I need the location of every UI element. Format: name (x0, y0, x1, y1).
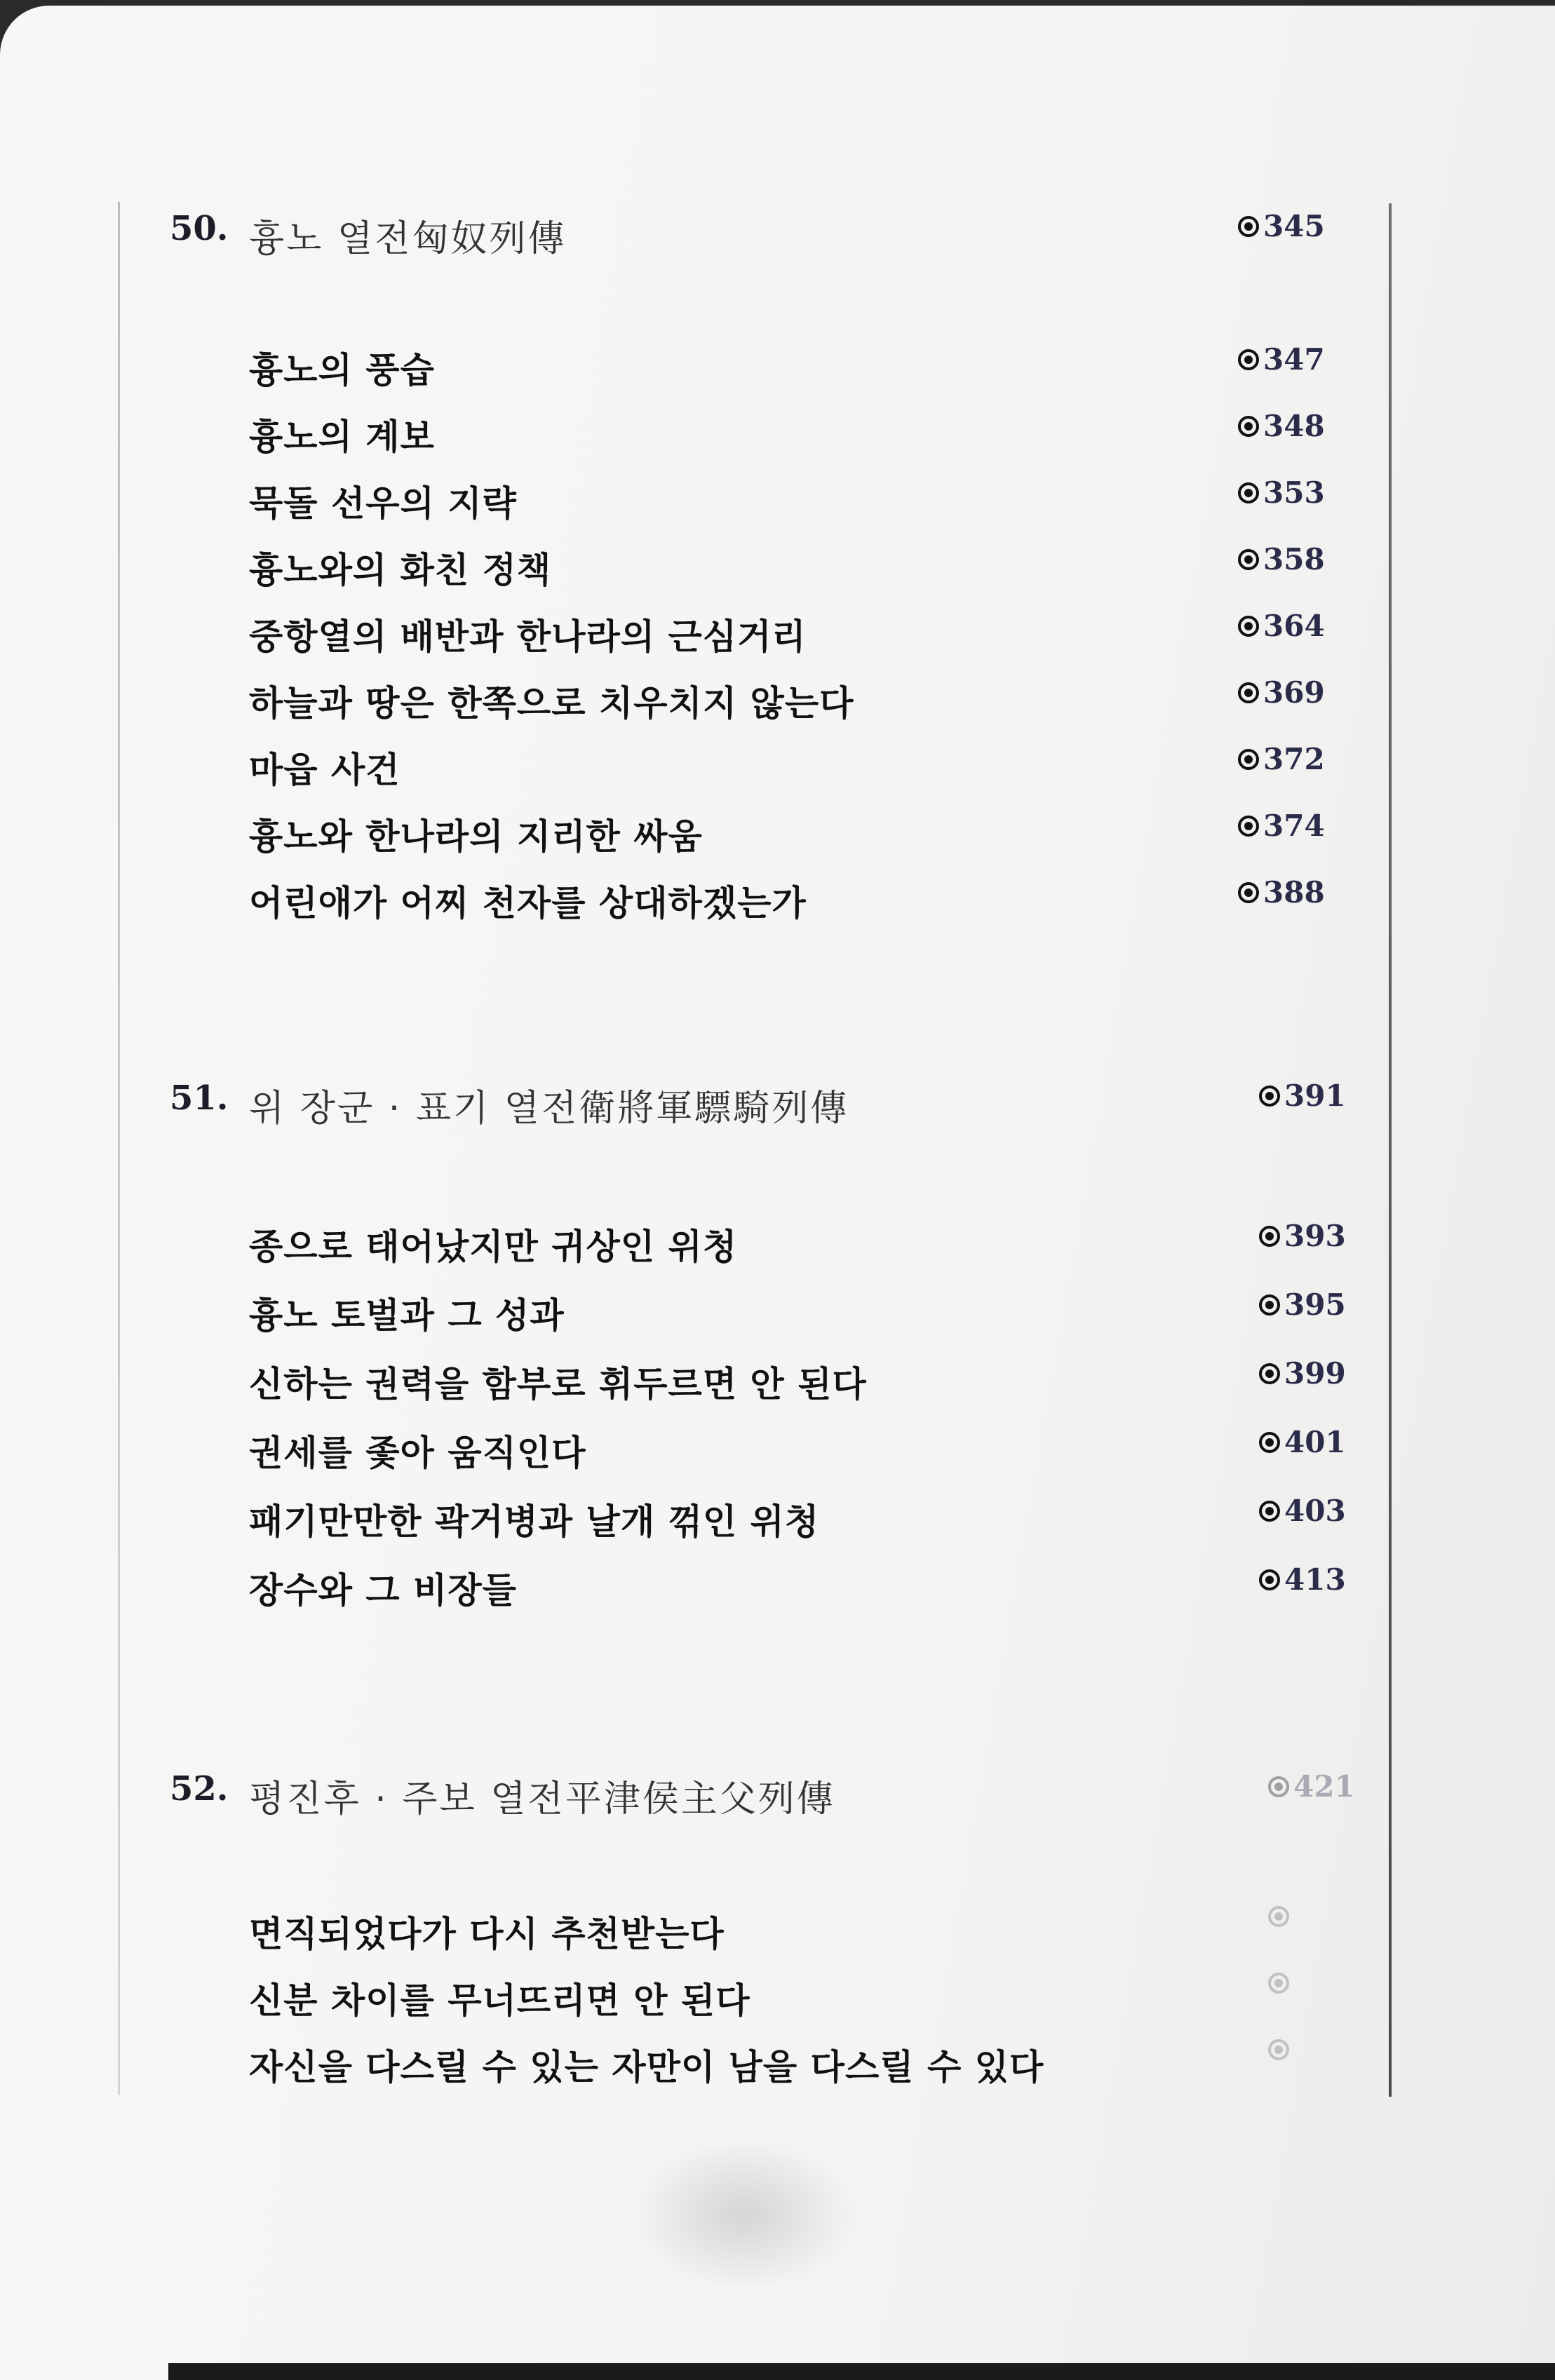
page-ref (1259, 1079, 1346, 1113)
toc-entry (0, 809, 1555, 865)
bullet-icon (1268, 2039, 1289, 2060)
print-smudge (631, 2137, 856, 2292)
page-number: 374 (1263, 809, 1325, 843)
toc-entry (0, 875, 1555, 931)
bullet-icon (1238, 882, 1259, 903)
toc-entry (0, 475, 1555, 532)
chapter-title: 위 장군 · 표기 열전衛將軍驃騎列傳 (249, 1088, 849, 1130)
page-ref (1238, 742, 1325, 776)
page-number: 388 (1263, 875, 1325, 910)
bullet-icon (1238, 616, 1259, 637)
page-number: 393 (1284, 1219, 1346, 1253)
bullet-icon (1238, 749, 1259, 770)
entry-title: 장수와 그 비장들 (249, 1570, 517, 1611)
chapter-number: 51. (170, 1079, 229, 1118)
entry-title: 면직되었다가 다시 추천받는다 (249, 1914, 725, 1954)
page-number: 395 (1284, 1287, 1346, 1322)
page-ref (1238, 475, 1325, 510)
entry-title: 흉노의 풍습 (249, 350, 435, 391)
bullet-icon (1238, 482, 1259, 503)
entry-title: 중항열의 배반과 한나라의 근심거리 (249, 616, 807, 657)
page-number: 391 (1284, 1079, 1346, 1113)
page-ref (1259, 1562, 1346, 1597)
toc-entry (0, 609, 1555, 665)
bullet-icon (1259, 1226, 1280, 1247)
toc-entry (0, 1906, 1555, 1962)
toc-entry (0, 2039, 1555, 2095)
chapter-heading (0, 1769, 1555, 1825)
bullet-icon (1259, 1086, 1280, 1107)
toc-entry (0, 1219, 1555, 1275)
chapter-heading (0, 209, 1555, 265)
page-ref (1238, 209, 1325, 243)
bullet-icon (1259, 1363, 1280, 1384)
page-number: 421 (1293, 1769, 1355, 1804)
entry-title: 흉노 토벌과 그 성과 (249, 1295, 565, 1336)
page-ref (1238, 409, 1325, 443)
page-ref (1238, 809, 1325, 843)
page-ref (1238, 875, 1325, 910)
page-number: 358 (1263, 542, 1325, 576)
page-number: 364 (1263, 609, 1325, 643)
page-number: 353 (1263, 475, 1325, 510)
bullet-icon (1268, 1776, 1289, 1797)
toc-entry (0, 542, 1555, 598)
entry-title: 어린애가 어찌 천자를 상대하겠는가 (249, 883, 807, 924)
book-page (0, 6, 1555, 2380)
toc-entry (0, 1356, 1555, 1412)
page-ref (1268, 1769, 1355, 1804)
chapter-number: 52. (170, 1769, 229, 1808)
toc-entry (0, 342, 1555, 398)
entry-title: 묵돌 선우의 지략 (249, 483, 517, 524)
toc-entry (0, 1287, 1555, 1344)
toc-entry (0, 1494, 1555, 1550)
entry-title: 패기만만한 곽거병과 날개 꺾인 위청 (249, 1501, 820, 1542)
page-ref (1259, 1287, 1346, 1322)
bullet-icon (1259, 1501, 1280, 1522)
toc-entry (0, 1973, 1555, 2029)
page-ref (1268, 1906, 1293, 1927)
toc-entry (0, 1562, 1555, 1618)
page-ref (1268, 1973, 1293, 1994)
page-ref (1238, 675, 1325, 710)
bullet-icon (1259, 1569, 1280, 1590)
chapter-heading (0, 1079, 1555, 1135)
entry-title: 흉노와 한나라의 지리한 싸움 (249, 816, 703, 857)
page-ref (1238, 342, 1325, 377)
bullet-icon (1268, 1973, 1289, 1994)
entry-title: 권세를 좇아 움직인다 (249, 1433, 586, 1473)
page-number: 399 (1284, 1356, 1346, 1391)
page-ref (1259, 1356, 1346, 1391)
page-number: 403 (1284, 1494, 1346, 1528)
toc-entry (0, 742, 1555, 798)
page-number: 347 (1263, 342, 1325, 377)
entry-title: 흉노와의 화친 정책 (249, 550, 552, 590)
entry-title: 하늘과 땅은 한쪽으로 치우치지 않는다 (249, 683, 854, 724)
bullet-icon (1259, 1432, 1280, 1453)
entry-title: 자신을 다스릴 수 있는 자만이 남을 다스릴 수 있다 (249, 2047, 1044, 2088)
page-ref (1259, 1425, 1346, 1459)
page-ref (1259, 1219, 1346, 1253)
bullet-icon (1238, 416, 1259, 437)
bullet-icon (1238, 682, 1259, 703)
entry-title: 신분 차이를 무너뜨리면 안 된다 (249, 1980, 750, 2021)
bullet-icon (1238, 549, 1259, 570)
page-edge-shadow (168, 2363, 1555, 2380)
bullet-icon (1259, 1294, 1280, 1316)
page-ref (1238, 542, 1325, 576)
page-number: 413 (1284, 1562, 1346, 1597)
entry-title: 신하는 권력을 함부로 휘두르면 안 된다 (249, 1364, 867, 1405)
bullet-icon (1238, 349, 1259, 370)
page-number: 372 (1263, 742, 1325, 776)
page-ref (1238, 609, 1325, 643)
bullet-icon (1238, 216, 1259, 237)
page-ref (1259, 1494, 1346, 1528)
chapter-number: 50. (170, 209, 229, 248)
bullet-icon (1268, 1906, 1289, 1927)
page-number: 348 (1263, 409, 1325, 443)
page-number: 369 (1263, 675, 1325, 710)
toc-entry (0, 675, 1555, 731)
chapter-title: 평진후 · 주보 열전平津侯主父列傳 (249, 1778, 835, 1820)
page-number: 345 (1263, 209, 1325, 243)
toc-entry (0, 1425, 1555, 1481)
page-number: 401 (1284, 1425, 1346, 1459)
entry-title: 종으로 태어났지만 귀상인 위청 (249, 1226, 738, 1267)
entry-title: 마읍 사건 (249, 750, 400, 790)
chapter-title: 흉노 열전匈奴列傳 (249, 218, 567, 260)
page-ref (1268, 2039, 1293, 2060)
bullet-icon (1238, 816, 1259, 837)
toc-entry (0, 409, 1555, 465)
entry-title: 흉노의 계보 (249, 417, 435, 457)
